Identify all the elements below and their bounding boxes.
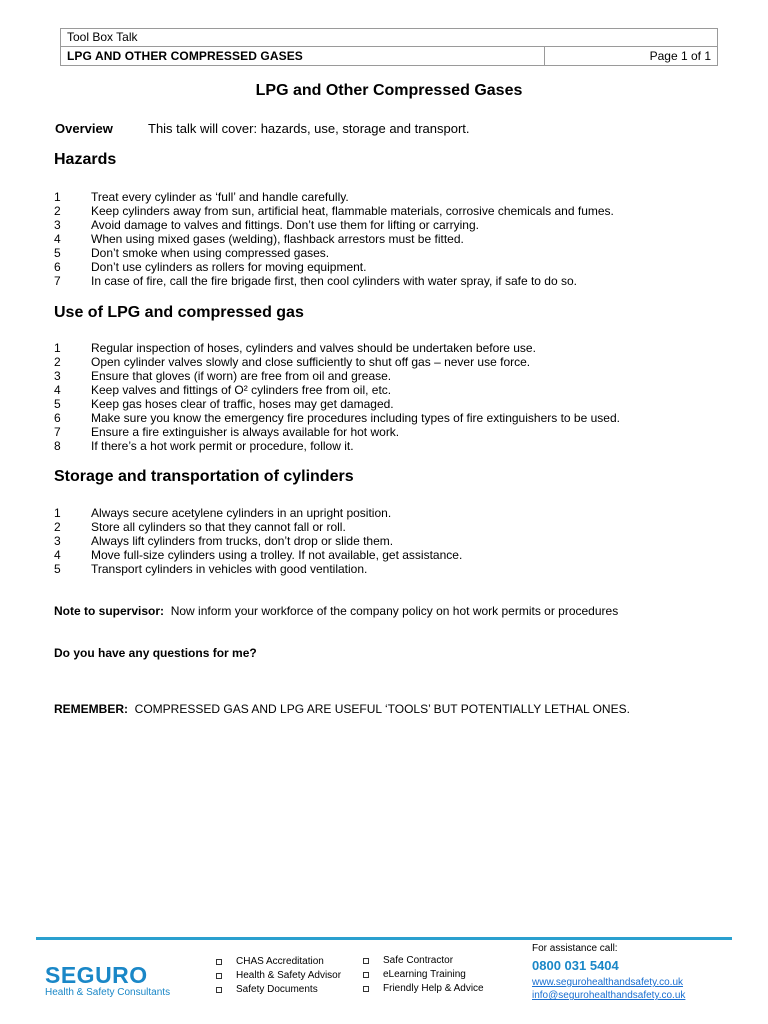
header-label: Tool Box Talk	[67, 30, 138, 44]
list-item	[54, 548, 744, 562]
list-item	[363, 982, 484, 996]
item-text: Avoid damage to valves and fittings. Don’t use them for lifting or carrying.	[91, 218, 479, 232]
list-item	[54, 439, 744, 453]
list-item	[363, 954, 484, 968]
logo-tagline: Health & Safety Consultants	[45, 987, 171, 998]
item-text: Ensure a fire extinguisher is always available for hot work.	[91, 425, 400, 439]
item-text: Make sure you know the emergency fire procedures including types of fire extinguishers to be used.	[91, 411, 620, 425]
remember-text: COMPRESSED GAS AND LPG ARE USEFUL ‘TOOLS’ BUT POTENTIALLY LETHAL ONES.	[134, 702, 630, 716]
item-text: Always lift cylinders from trucks, don’t drop or slide them.	[91, 534, 394, 548]
item-number: 2	[54, 204, 61, 218]
item-number: 4	[54, 383, 61, 397]
remember-label: REMEMBER:	[54, 702, 128, 716]
item-text: Regular inspection of hoses, cylinders and valves should be undertaken before use.	[91, 341, 536, 355]
item-text: Keep gas hoses clear of traffic, hoses may get damaged.	[91, 397, 394, 411]
item-number: 1	[54, 506, 61, 520]
list-item	[54, 534, 744, 548]
list-item	[54, 369, 744, 383]
item-text: Always secure acetylene cylinders in an upright position.	[91, 506, 392, 520]
item-number: 4	[54, 232, 61, 246]
item-number: 3	[54, 534, 61, 548]
checkbox-icon	[363, 958, 369, 964]
item-text: Don’t use cylinders as rollers for moving equipment.	[91, 260, 367, 274]
header-topic-row	[60, 47, 718, 66]
use-heading: Use of LPG and compressed gas	[54, 304, 304, 321]
header-topic: LPG AND OTHER COMPRESSED GASES	[61, 47, 545, 65]
list-item	[54, 204, 744, 218]
services-list-2	[363, 954, 484, 996]
item-number: 5	[54, 246, 61, 260]
list-item	[54, 260, 744, 274]
company-logo	[45, 963, 170, 999]
item-text: Move full-size cylinders using a trolley. If not available, get assistance.	[91, 548, 463, 562]
service-label: eLearning Training	[383, 969, 466, 980]
list-item	[54, 425, 744, 439]
item-number: 2	[54, 520, 61, 534]
item-text: Treat every cylinder as ‘full’ and handle carefully.	[91, 190, 349, 204]
list-item	[54, 218, 744, 232]
checkbox-icon	[363, 972, 369, 978]
list-item	[54, 506, 744, 520]
item-number: 8	[54, 439, 61, 453]
overview-text: This talk will cover: hazards, use, storage and transport.	[148, 121, 470, 136]
email-link[interactable]: info@segurohealthandsafety.co.uk	[532, 990, 686, 1001]
item-number: 5	[54, 397, 61, 411]
list-item	[54, 411, 744, 425]
item-text: When using mixed gases (welding), flashback arrestors must be fitted.	[91, 232, 464, 246]
supervisor-note-label: Note to supervisor:	[54, 604, 165, 618]
storage-heading: Storage and transportation of cylinders	[54, 468, 354, 485]
overview-label: Overview	[55, 121, 113, 136]
item-text: In case of fire, call the fire brigade first, then cool cylinders with water spray, if safe to do so.	[91, 274, 577, 288]
supervisor-note-text: Now inform your workforce of the company policy on hot work permits or procedures	[170, 604, 619, 618]
page-title: LPG and Other Compressed Gases	[255, 82, 523, 99]
list-item	[54, 341, 744, 355]
website-link[interactable]: www.segurohealthandsafety.co.uk	[532, 977, 684, 988]
item-number: 2	[54, 355, 61, 369]
item-number: 7	[54, 274, 61, 288]
item-number: 1	[54, 190, 61, 204]
list-item	[54, 246, 744, 260]
checkbox-icon	[363, 986, 369, 992]
list-item	[54, 562, 744, 576]
page-number: Page 1 of 1	[649, 49, 711, 63]
checkbox-icon	[216, 973, 222, 979]
item-number: 6	[54, 260, 61, 274]
list-item	[54, 383, 744, 397]
item-number: 6	[54, 411, 61, 425]
list-item	[216, 955, 341, 969]
list-item	[54, 520, 744, 534]
list-item	[54, 190, 744, 204]
item-number: 3	[54, 369, 61, 383]
list-item	[216, 983, 341, 997]
list-item	[363, 968, 484, 982]
list-item	[54, 397, 744, 411]
item-number: 5	[54, 562, 61, 576]
services-list-1	[216, 955, 341, 997]
header-label-cell	[60, 28, 718, 47]
list-item	[54, 232, 744, 246]
list-item	[54, 274, 744, 288]
service-label: Safety Documents	[236, 984, 318, 995]
item-number: 1	[54, 341, 61, 355]
item-text: Keep cylinders away from sun, artificial heat, flammable materials, corrosive chemicals and fumes.	[91, 204, 614, 218]
logo-name: SEGURO	[45, 962, 148, 988]
overview	[55, 121, 470, 136]
footer-divider	[36, 937, 732, 940]
hazards-heading: Hazards	[54, 151, 117, 168]
storage-list	[54, 506, 744, 576]
phone-number[interactable]: 0800 031 5404	[532, 958, 619, 973]
item-number: 3	[54, 218, 61, 232]
item-text: Don’t smoke when using compressed gases.	[91, 246, 330, 260]
item-number: 7	[54, 425, 61, 439]
service-label: CHAS Accreditation	[236, 956, 324, 967]
item-text: Keep valves and fittings of O² cylinders free from oil, etc.	[91, 383, 392, 397]
service-label: Friendly Help & Advice	[383, 983, 484, 994]
service-label: Health & Safety Advisor	[236, 970, 342, 981]
checkbox-icon	[216, 959, 222, 965]
item-number: 4	[54, 548, 61, 562]
supervisor-note	[54, 604, 618, 618]
assistance-label: For assistance call:	[532, 943, 618, 954]
questions-prompt: Do you have any questions for me?	[54, 646, 257, 660]
list-item	[216, 969, 341, 983]
hazards-list	[54, 190, 744, 288]
item-text: Open cylinder valves slowly and close sufficiently to shut off gas – never use force.	[91, 355, 531, 369]
use-list	[54, 341, 744, 453]
checkbox-icon	[216, 987, 222, 993]
service-label: Safe Contractor	[383, 955, 454, 966]
item-text: If there’s a hot work permit or procedure, follow it.	[91, 439, 354, 453]
item-text: Store all cylinders so that they cannot fall or roll.	[91, 520, 346, 534]
item-text: Transport cylinders in vehicles with good ventilation.	[91, 562, 368, 576]
list-item	[54, 355, 744, 369]
item-text: Ensure that gloves (if worn) are free from oil and grease.	[91, 369, 392, 383]
remember-note	[54, 702, 630, 716]
